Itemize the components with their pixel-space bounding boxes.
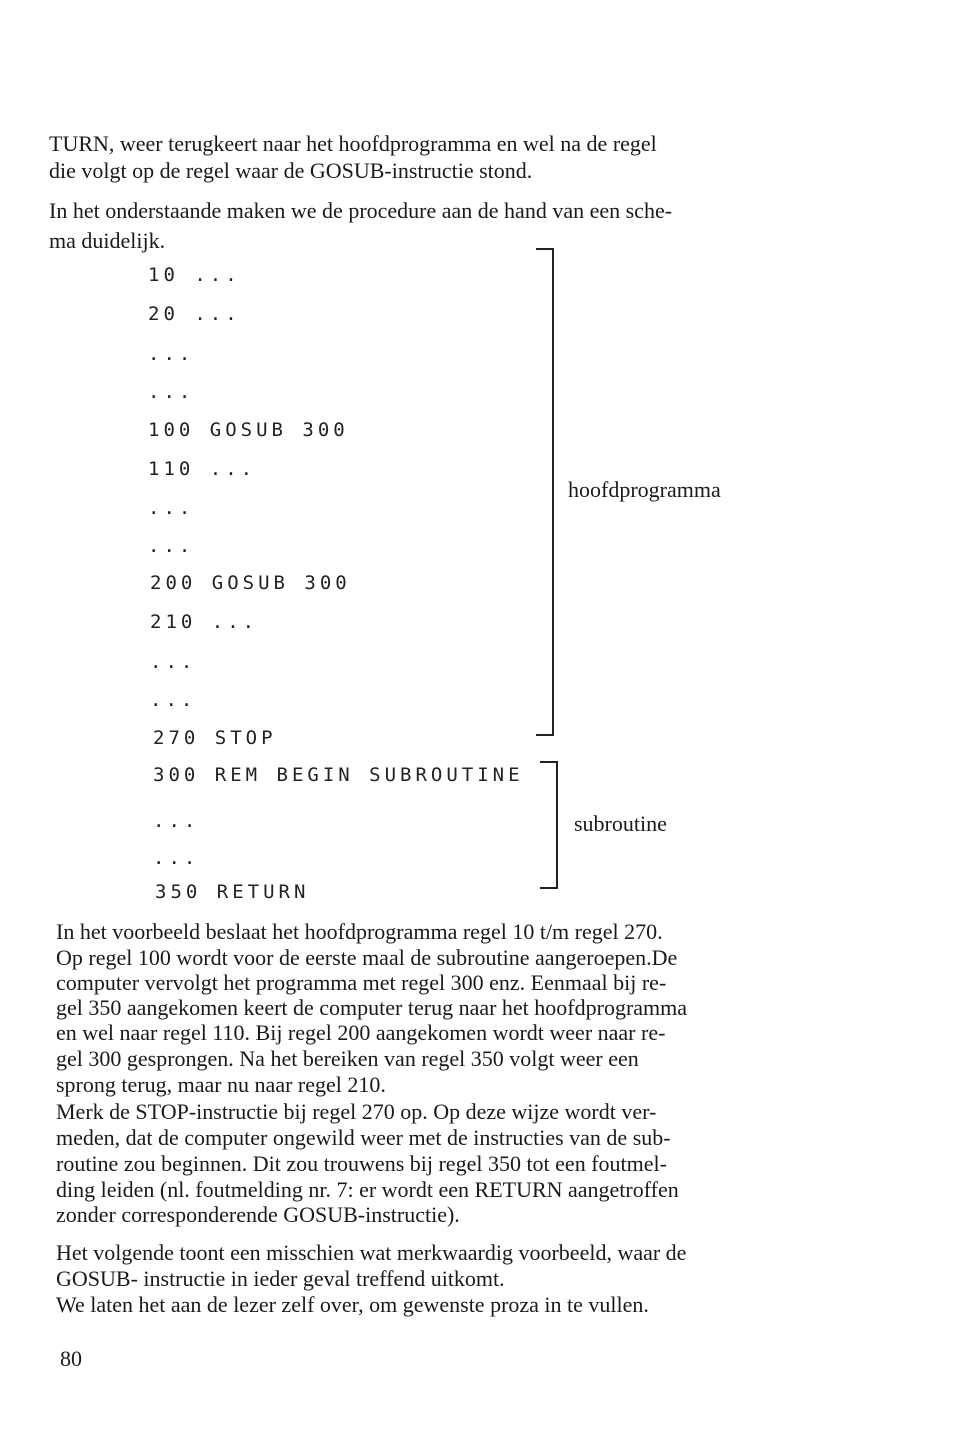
body-line: GOSUB- instructie in ieder geval treffend uitkomt.: [56, 1266, 505, 1291]
page-number: 80: [60, 1346, 82, 1371]
code-line: 300 REM BEGIN SUBROUTINE: [153, 764, 524, 786]
code-line: 20 ...: [148, 303, 241, 325]
body-line: meden, dat de computer ongewild weer met de instructies van de sub-: [56, 1125, 671, 1150]
code-line: 210 ...: [150, 611, 259, 633]
code-line: ...: [153, 810, 200, 832]
main-program-label: hoofdprogramma: [568, 477, 721, 502]
code-line: ...: [148, 381, 195, 403]
intro-line: In het onderstaande maken we de procedure aan de hand van een sche-: [49, 198, 673, 223]
body-line: We laten het aan de lezer zelf over, om gewenste proza in te vullen.: [56, 1292, 649, 1317]
body-line: Het volgende toont een misschien wat merkwaardig voorbeeld, waar de: [56, 1240, 687, 1265]
body-line: en wel naar regel 110. Bij regel 200 aangekomen wordt weer naar re-: [56, 1020, 666, 1045]
body-line: sprong terug, maar nu naar regel 210.: [56, 1072, 386, 1097]
body-line: routine zou beginnen. Dit zou trouwens bij regel 350 tot een foutmel-: [56, 1151, 667, 1176]
body-line: In het voorbeeld beslaat het hoofdprogramma regel 10 t/m regel 270.: [56, 919, 663, 944]
main-program-bracket: [534, 248, 554, 736]
body-line: zonder corresponderende GOSUB-instructie).: [56, 1202, 460, 1227]
code-line: ...: [150, 689, 197, 711]
intro-line: die volgt op de regel waar de GOSUB-instructie stond.: [49, 158, 533, 183]
code-line: 100 GOSUB 300: [148, 419, 349, 441]
body-line: computer vervolgt het programma met regel 300 enz. Eenmaal bij re-: [56, 970, 667, 995]
code-line: 110 ...: [148, 458, 257, 480]
code-line: ...: [148, 343, 195, 365]
body-line: ding leiden (nl. foutmelding nr. 7: er wordt een RETURN aangetroffen: [56, 1177, 679, 1202]
intro-line: TURN, weer terugkeert naar het hoofdprogramma en wel na de regel: [49, 131, 657, 156]
code-line: 270 STOP: [153, 727, 277, 749]
subroutine-bracket: [538, 761, 558, 889]
code-line: 200 GOSUB 300: [150, 572, 351, 594]
body-line: gel 300 gesprongen. Na het bereiken van regel 350 volgt weer een: [56, 1046, 639, 1071]
code-line: ...: [153, 847, 200, 869]
code-line: 10 ...: [148, 264, 241, 286]
body-line: Merk de STOP-instructie bij regel 270 op. Op deze wijze wordt ver-: [56, 1099, 657, 1124]
subroutine-label: subroutine: [574, 811, 667, 836]
code-line: ...: [150, 651, 197, 673]
intro-line: ma duidelijk.: [49, 228, 166, 253]
code-line: 350 RETURN: [155, 881, 310, 903]
body-line: gel 350 aangekomen keert de computer terug naar het hoofdprogramma: [56, 995, 688, 1020]
code-line: ...: [148, 535, 195, 557]
body-line: Op regel 100 wordt voor de eerste maal de subroutine aangeroepen.De: [56, 945, 678, 970]
code-line: ...: [148, 497, 195, 519]
